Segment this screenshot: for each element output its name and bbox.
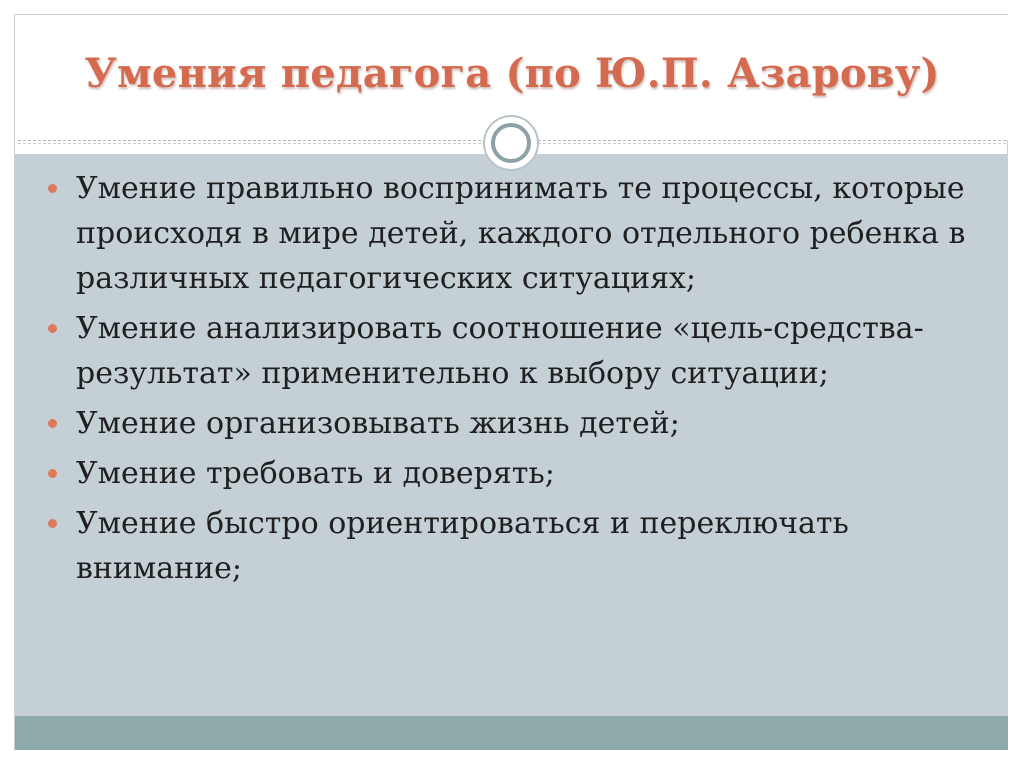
bullet-list: [46, 166, 976, 596]
bottom-band: [15, 716, 1008, 750]
bullet-item: [46, 401, 976, 446]
bullet-item: [46, 306, 976, 396]
dot-bullet-icon: [48, 324, 57, 333]
bullet-text: Умение организовывать жизнь детей;: [76, 406, 680, 441]
bullet-item: [46, 451, 976, 496]
bullet-text: Умение правильно воспринимать те процессы, которые происходя в мире детей, каждого отдельного ребенка в различных педагогических ситуациях;: [76, 171, 966, 296]
dot-bullet-icon: [48, 419, 57, 428]
bullet-text: Умение требовать и доверять;: [76, 456, 555, 491]
ring-inner-icon: [491, 123, 531, 163]
bullet-text: Умение быстро ориентироваться и переключать внимание;: [76, 506, 849, 586]
bullet-item: [46, 501, 976, 591]
dot-bullet-icon: [48, 519, 57, 528]
bullet-item: [46, 166, 976, 301]
bullet-text: Умение анализировать соотношение «цель-средства-результат» применительно к выбору ситуации;: [76, 311, 924, 391]
dot-bullet-icon: [48, 469, 57, 478]
slide-title: Умения педагога (по Ю.П. Азарову): [84, 50, 940, 97]
dot-bullet-icon: [48, 184, 57, 193]
